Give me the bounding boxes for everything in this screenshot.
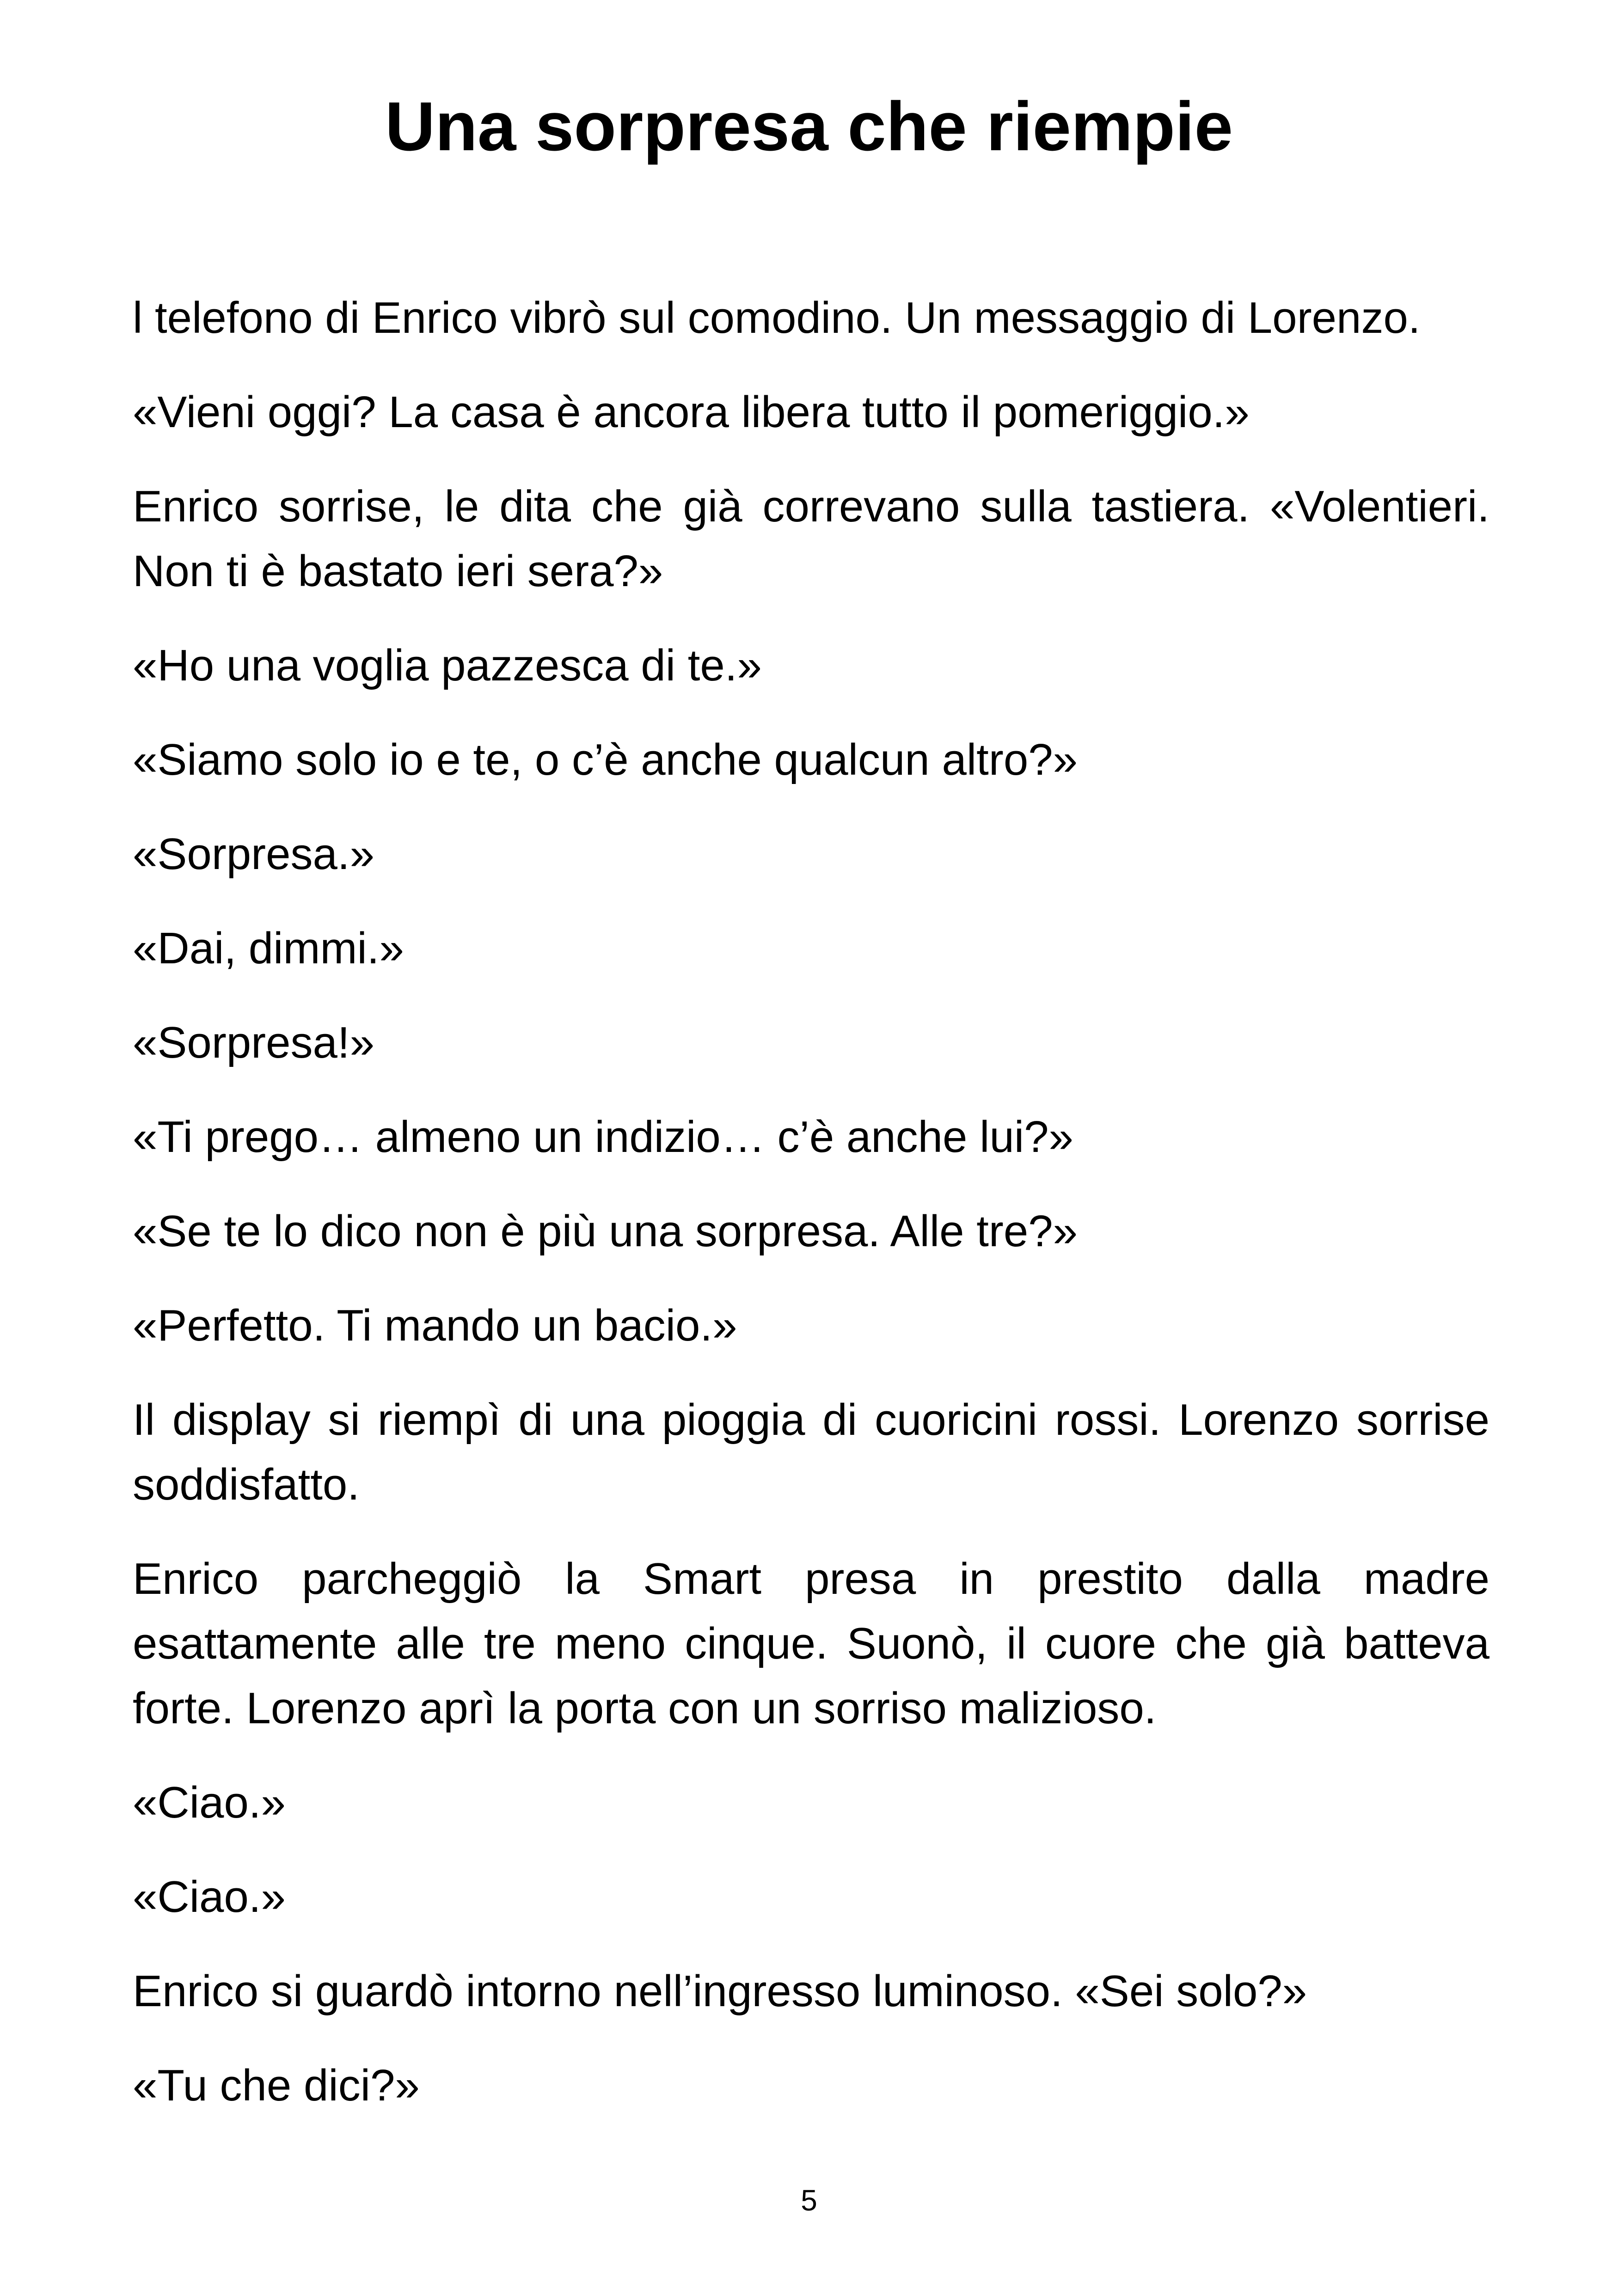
paragraph: «Tu che dici?»	[133, 2061, 420, 2110]
paragraph: «Ho una voglia pazzesca di te.»	[133, 641, 762, 690]
paragraph: «Perfetto. Ti mando un bacio.»	[133, 1301, 737, 1350]
paragraph: «Sorpresa!»	[133, 1018, 374, 1067]
paragraph: Enrico sorrise, le dita che già correvano sulla tastiera. «Volentieri. Non ti è bastato ieri sera?»	[133, 482, 1489, 596]
paragraph: «Sorpresa.»	[133, 829, 374, 879]
paragraph: «Vieni oggi? La casa è ancora libera tutto il pomeriggio.»	[133, 387, 1250, 437]
paragraph: l telefono di Enrico vibrò sul comodino. Un messaggio di Lorenzo.	[133, 293, 1421, 343]
paragraph: «Ciao.»	[133, 1778, 286, 1827]
paragraph: «Siamo solo io e te, o c’è anche qualcun altro?»	[133, 735, 1078, 784]
paragraph: «Ti prego… almeno un indizio… c’è anche lui?»	[133, 1112, 1073, 1162]
paragraph: Il display si riempì di una pioggia di cuoricini rossi. Lorenzo sorrise soddisfatto.	[133, 1395, 1489, 1509]
paragraph: Enrico si guardò intorno nell’ingresso luminoso. «Sei solo?»	[133, 1966, 1307, 2016]
paragraph: «Se te lo dico non è più una sorpresa. Alle tre?»	[133, 1206, 1078, 1256]
paragraph: «Dai, dimmi.»	[133, 924, 404, 973]
page-number: 5	[801, 2184, 817, 2217]
body-text	[133, 286, 1489, 2148]
paragraph: Enrico parcheggiò la Smart presa in prestito dalla madre esattamente alle tre meno cinque. Suonò, il cuore che già batteva forte. Lorenzo aprì la porta con un sorriso malizioso.	[133, 1554, 1489, 1733]
paragraph: «Ciao.»	[133, 1872, 286, 1922]
page-title: Una sorpresa che riempie	[385, 87, 1233, 165]
